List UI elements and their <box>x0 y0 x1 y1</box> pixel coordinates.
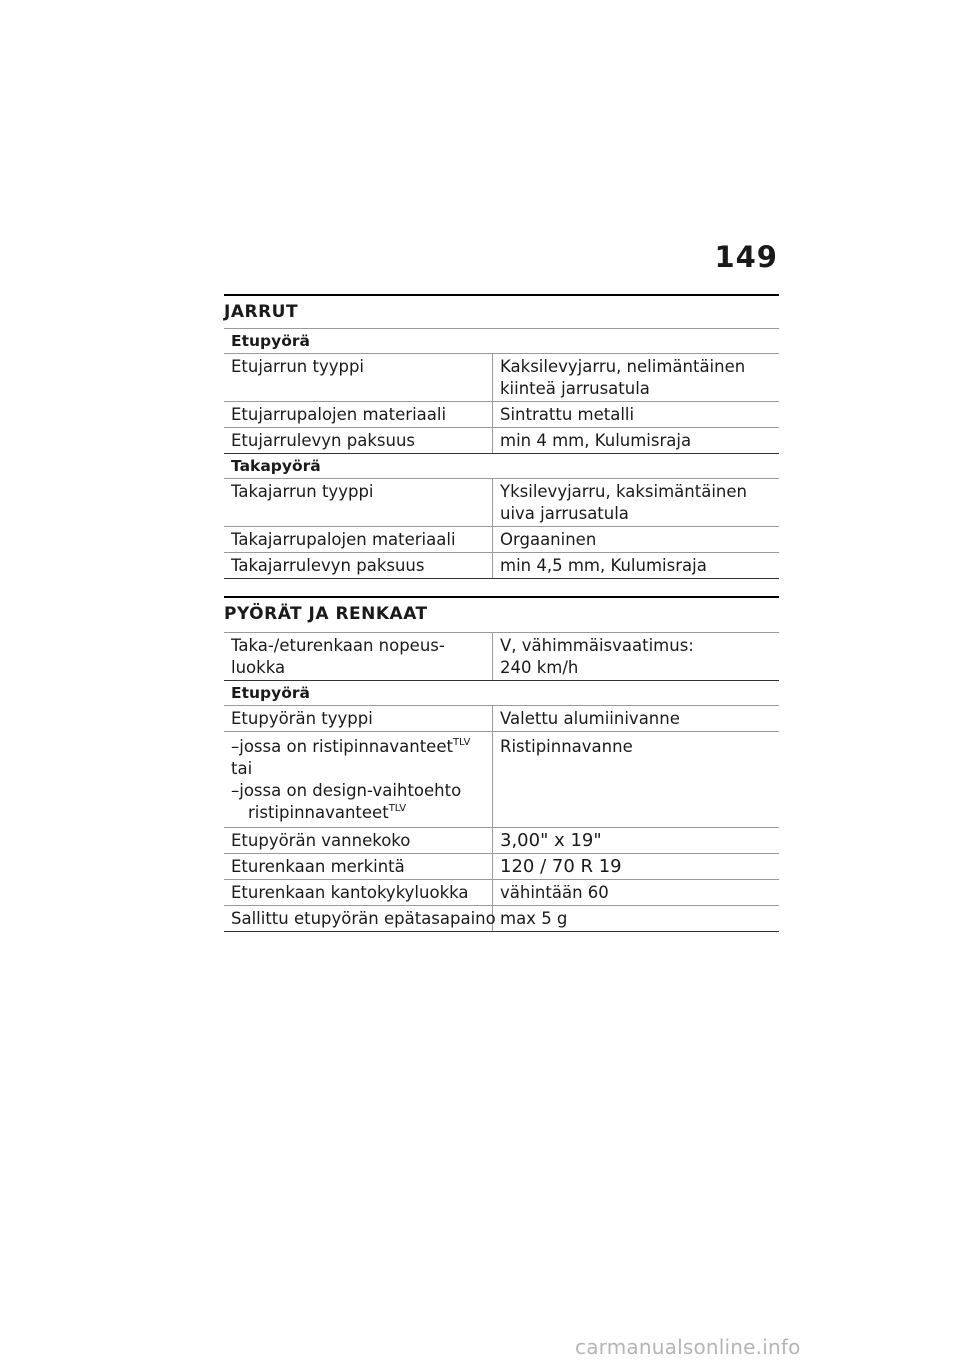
label-text: –jossa on ristipinnavanteet <box>231 737 453 756</box>
row-label: Etujarrulevyn paksuus <box>224 428 493 453</box>
table-row <box>224 706 779 732</box>
row-value: vähintään 60 <box>500 883 609 902</box>
row-label: Etupyörän vannekoko <box>224 828 493 853</box>
row-label: Etujarrupalojen materiaali <box>224 402 493 427</box>
row-value: Ristipinnavanne <box>500 737 633 756</box>
value-line: 240 km/h <box>500 658 579 677</box>
value-line: Kaksilevyjarru, nelimäntäinen <box>500 357 746 376</box>
row-value <box>493 479 779 526</box>
table-row <box>224 732 779 828</box>
table-row <box>224 527 779 553</box>
table-row <box>224 906 779 932</box>
superscript: TLV <box>452 737 471 748</box>
brakes-section <box>224 294 779 579</box>
page-number: 149 <box>714 240 778 274</box>
subhead-front-wheel: Etupyörä <box>224 681 779 706</box>
watermark: carmanualsonline.info <box>575 1335 801 1359</box>
table-row <box>224 402 779 428</box>
value-line: kiinteä jarrusatula <box>500 379 650 398</box>
table-row <box>224 632 779 681</box>
row-label: Takajarrun tyyppi <box>224 479 493 526</box>
label-line <box>231 802 492 824</box>
label-line: tai <box>231 759 253 778</box>
label-line <box>231 736 492 758</box>
row-value: Sintrattu metalli <box>500 405 635 424</box>
row-label: Etujarrun tyyppi <box>224 354 493 401</box>
wheels-section <box>224 596 779 932</box>
row-value: Valettu alumiinivanne <box>500 709 680 728</box>
row-label <box>224 633 493 680</box>
row-value <box>493 354 779 401</box>
row-label: Etupyörän tyyppi <box>224 706 493 731</box>
table-row <box>224 880 779 906</box>
table-row <box>224 479 779 527</box>
row-label: Eturenkaan kantokykyluokka <box>224 880 493 905</box>
section-title-wheels: PYÖRÄT JA RENKAAT <box>224 596 779 632</box>
table-row <box>224 354 779 402</box>
section-title-brakes: JARRUT <box>224 294 779 328</box>
subhead-front-wheel: Etupyörä <box>224 328 779 354</box>
label-line: luokka <box>231 658 286 677</box>
row-label: Sallittu etupyörän epätasapaino <box>224 906 493 931</box>
value-line: Yksilevyjarru, kaksimäntäinen <box>500 482 747 501</box>
subhead-rear-wheel: Takapyörä <box>224 454 779 479</box>
table-row <box>224 553 779 579</box>
row-value: min 4,5 mm, Kulumisraja <box>500 556 707 575</box>
row-label: Takajarrupalojen materiaali <box>224 527 493 552</box>
table-row <box>224 854 779 880</box>
table-row <box>224 828 779 854</box>
table-row <box>224 428 779 454</box>
label-line: –jossa on design-vaihtoehto <box>231 781 462 800</box>
superscript: TLV <box>388 803 407 814</box>
row-label: Takajarrulevyn paksuus <box>224 553 493 578</box>
row-value: Orgaaninen <box>500 530 597 549</box>
row-value: min 4 mm, Kulumisraja <box>500 431 692 450</box>
row-label: Eturenkaan merkintä <box>224 854 493 879</box>
label-text: ristipinnavanteet <box>248 803 389 822</box>
label-line: Taka-/eturenkaan nopeus- <box>231 636 445 655</box>
row-value <box>493 633 779 680</box>
row-label <box>224 732 493 827</box>
value-line: V, vähimmäisvaatimus: <box>500 636 694 655</box>
row-value: 120 / 70 R 19 <box>500 856 622 877</box>
value-line: uiva jarrusatula <box>500 504 629 523</box>
row-value: max 5 g <box>500 909 568 928</box>
row-value: 3,00" x 19" <box>500 830 602 851</box>
